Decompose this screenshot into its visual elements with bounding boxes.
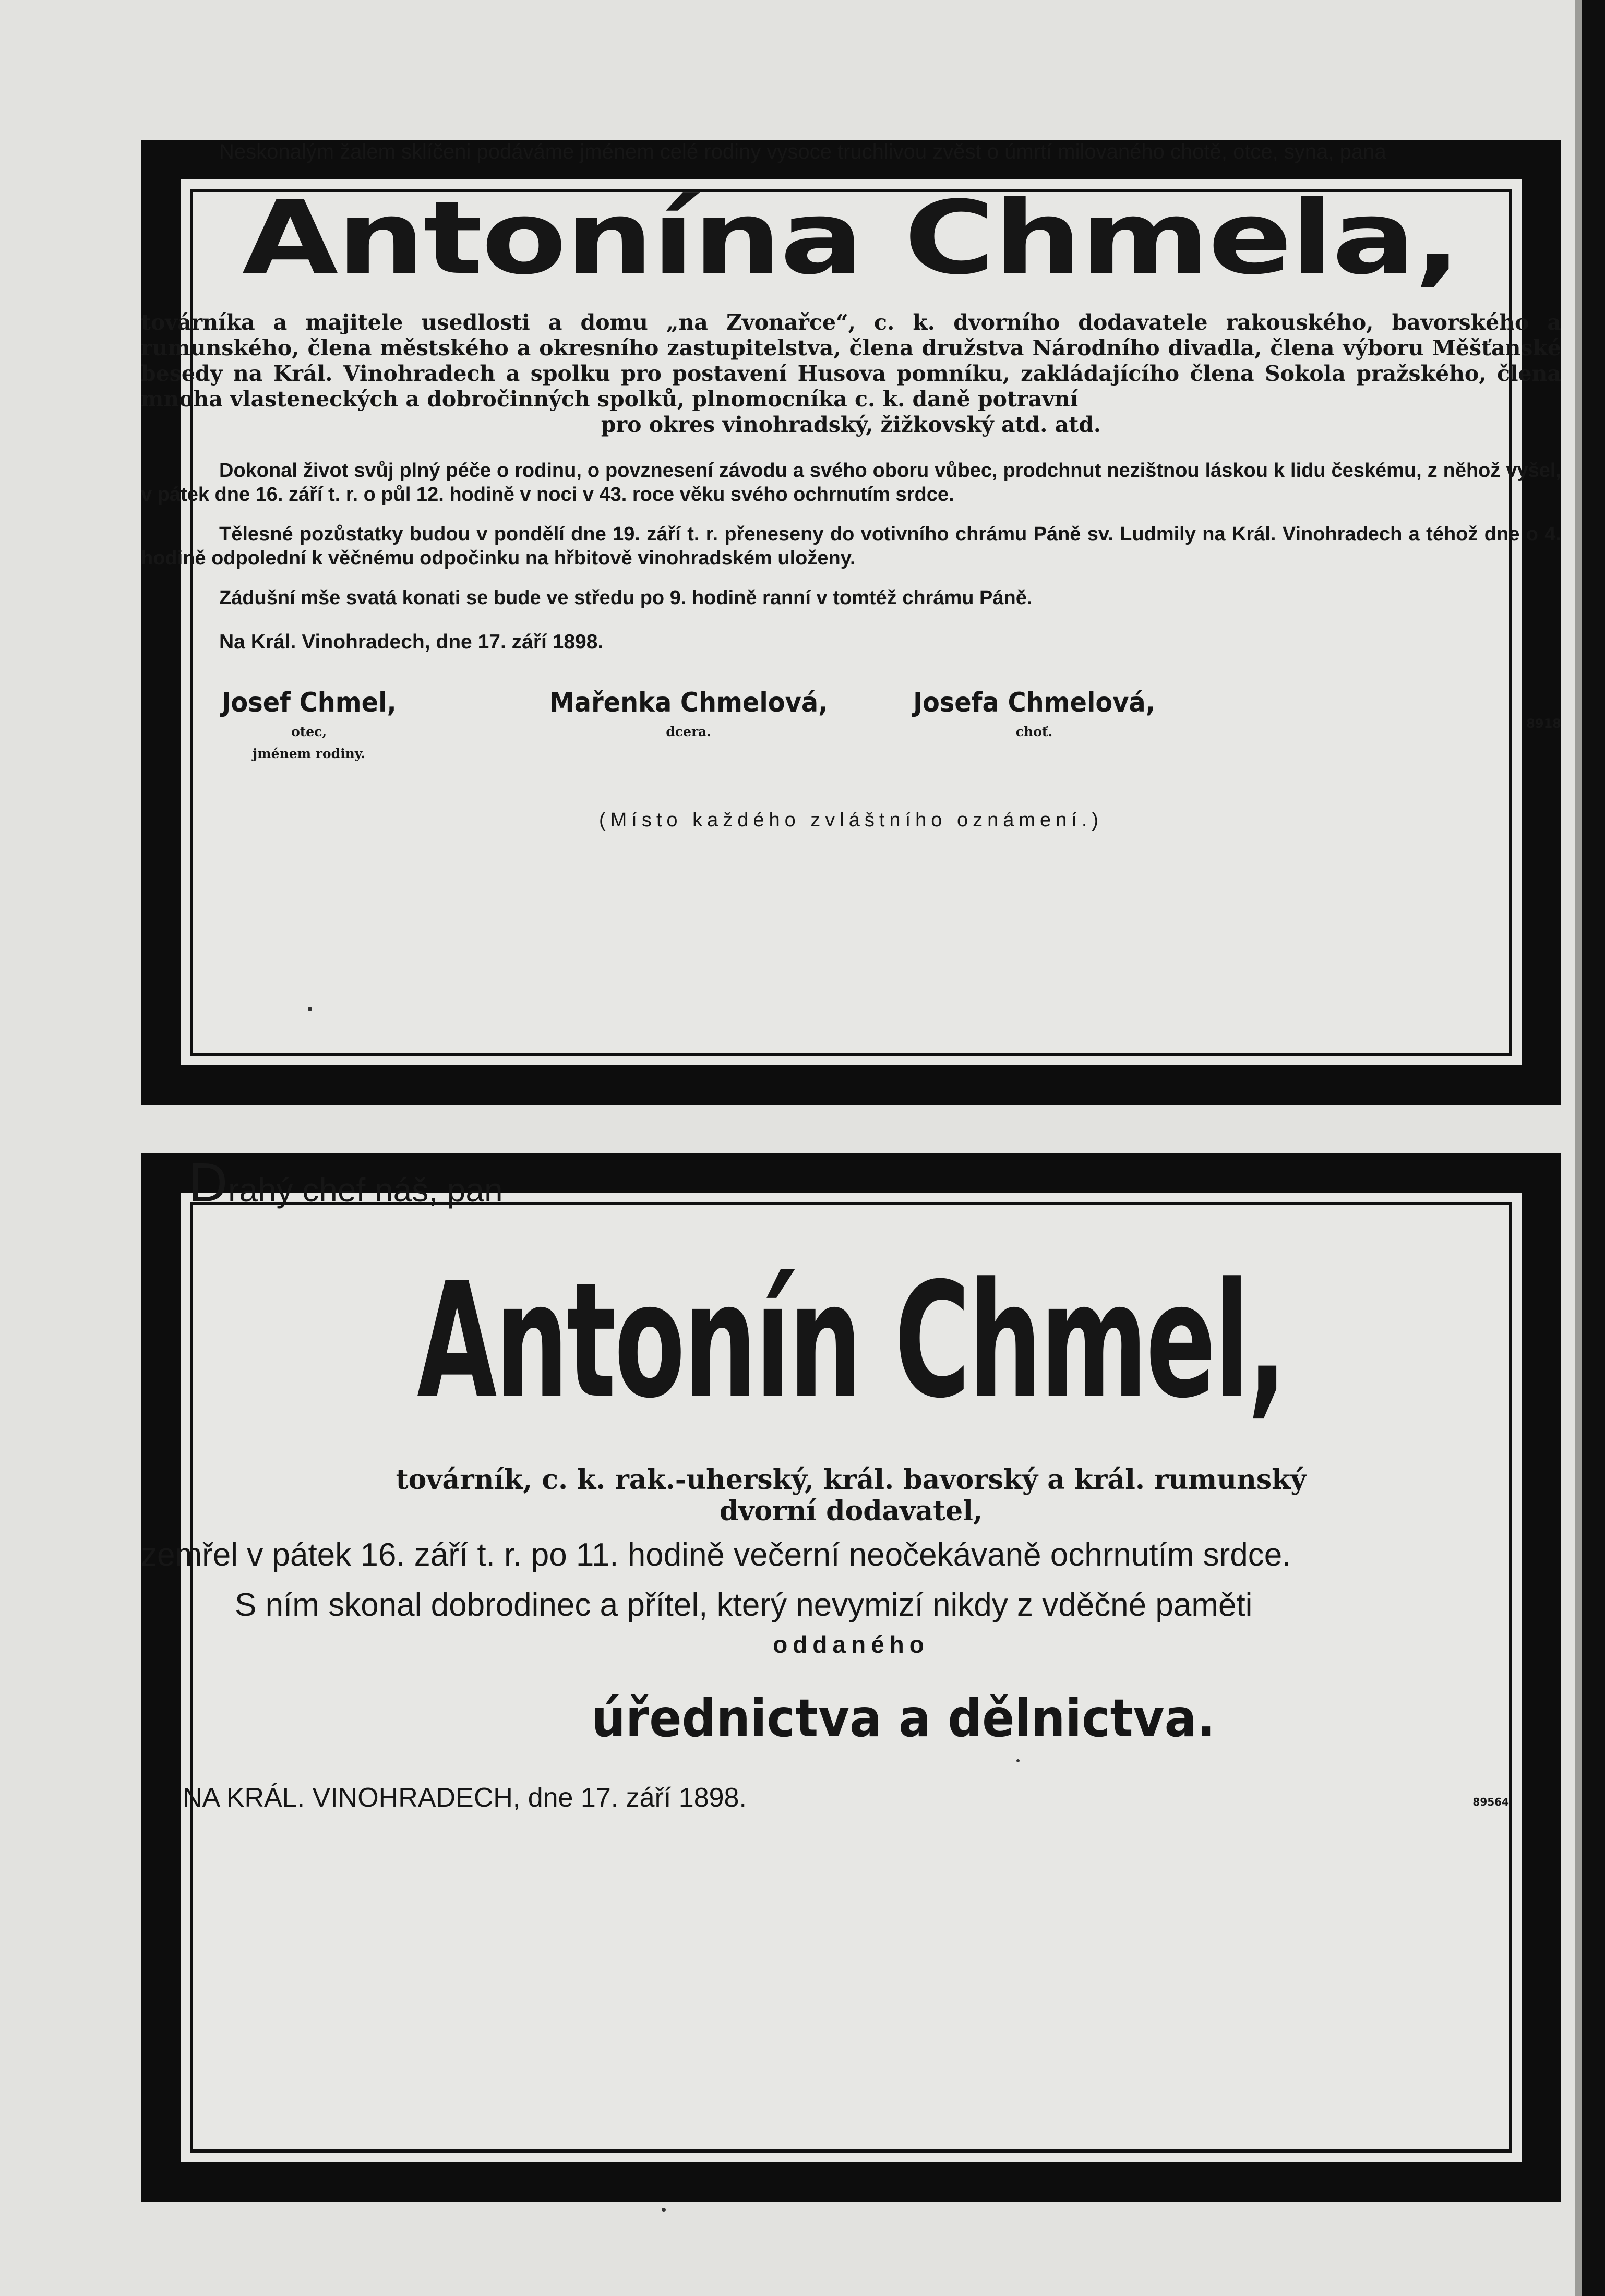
deceased-name: Antonína Chmela, <box>242 179 1460 297</box>
signer-role: otec, <box>291 724 327 739</box>
signer-role: dcera. <box>666 724 712 739</box>
signer-role: choť. <box>1015 724 1053 739</box>
notice-paragraph-funeral: Tělesné pozůstatky budou v pondělí dne 19. září t. r. přeneseny do votivního chrámu Páně sv. Ludmily na Král. Vinohradech a téhož dne o 4. hodině odpolední k věčnému odpočinku na hřbitově vinohradském uloženy. <box>141 523 1561 569</box>
notice-staff-content <box>141 1153 1561 1813</box>
signer-father <box>214 687 404 762</box>
signer-wife <box>903 687 1166 740</box>
intro-text: rahý chef náš, pan <box>228 1171 503 1209</box>
signer-role-extra: jménem rodiny. <box>253 746 366 761</box>
signer-name: Mařenka Chmelová, <box>549 687 828 718</box>
deceased-titles-end: dvorní dodavatel, <box>719 1495 983 1527</box>
notice-paragraph-mass: Zádušní mše svatá konati se bude ve středu po 9. hodině ranní v tomtéž chrámu Páně. <box>219 587 1033 609</box>
print-speck <box>662 2208 666 2212</box>
signers-staff: úřednictva a dělnictva. <box>591 1688 1215 1749</box>
deceased-titles: továrníka a majitele usedlosti a domu „na Zvonařce“, c. k. dvorního dodavatele rakouského, bavorského a rumunského, člena městského a okresního zastupitelstva, člena družstva Národního divadla, člena výboru Měšťanské besedy na Král. Vinohradech a spolku pro postavení Husova pomníku, zakládajícího člena Sokola pražského, člena mnoha vlasteneckých a dobročinných spolků, plnomocníka c. k. daně potravní <box>141 310 1561 412</box>
notice-family-content <box>141 140 1561 832</box>
print-speck <box>308 1007 312 1011</box>
notice-footnote: (Místo každého zvláštního oznámení.) <box>598 809 1104 831</box>
deceased-name: Antonín Chmel, <box>417 1249 1285 1434</box>
deceased-titles-end: pro okres vinohradský, žižkovský atd. atd. <box>601 412 1101 437</box>
signer-name: Josefa Chmelová, <box>913 687 1155 718</box>
print-speck <box>1016 1759 1020 1762</box>
order-number: 89564 <box>1472 1796 1509 1808</box>
notice-intro <box>188 1153 1561 1214</box>
notice-dateline: NA KRÁL. VINOHRADECH, dne 17. září 1898. <box>183 1783 747 1813</box>
intro-initial: D <box>188 1153 229 1214</box>
devoted-word: oddaného <box>773 1631 929 1658</box>
notice-intro: Neskonalým žalem sklíčeni podáváme jménem celé rodiny vysoce truchlivou zvěst o úmrtí milovaného chotě, otce, syna, pana <box>219 140 1386 163</box>
signers-row <box>141 687 1561 786</box>
notice-paragraph-death: zemřel v pátek 16. září t. r. po 11. hodině večerní neočekávaně ochrnutím srdce. <box>141 1537 1291 1573</box>
signer-daughter <box>537 687 840 740</box>
signer-name: Josef Chmel, <box>221 687 397 718</box>
deceased-titles: továrník, c. k. rak.-uherský, král. bavorský a král. rumunský <box>396 1464 1307 1496</box>
page-shadow <box>1575 0 1582 2296</box>
dateline-row <box>141 1782 1561 1813</box>
page-edge <box>1582 0 1605 2296</box>
notice-dateline: Na Král. Vinohradech, dne 17. září 1898. <box>219 631 604 653</box>
order-number: 8918 <box>1526 716 1561 731</box>
notice-paragraph-death: Dokonal život svůj plný péče o rodinu, o povznesení závodu a svého oboru vůbec, prodchnut nezištnou láskou k lidu českému, z něhož vyšel, v pátek dne 16. září t. r. o půl 12. hodině v noci v 43. roce věku svého ochrnutím srdce. <box>141 460 1561 506</box>
notice-paragraph-tribute: S ním skonal dobrodinec a přítel, který nevymizí nikdy z vděčné paměti <box>235 1587 1253 1623</box>
